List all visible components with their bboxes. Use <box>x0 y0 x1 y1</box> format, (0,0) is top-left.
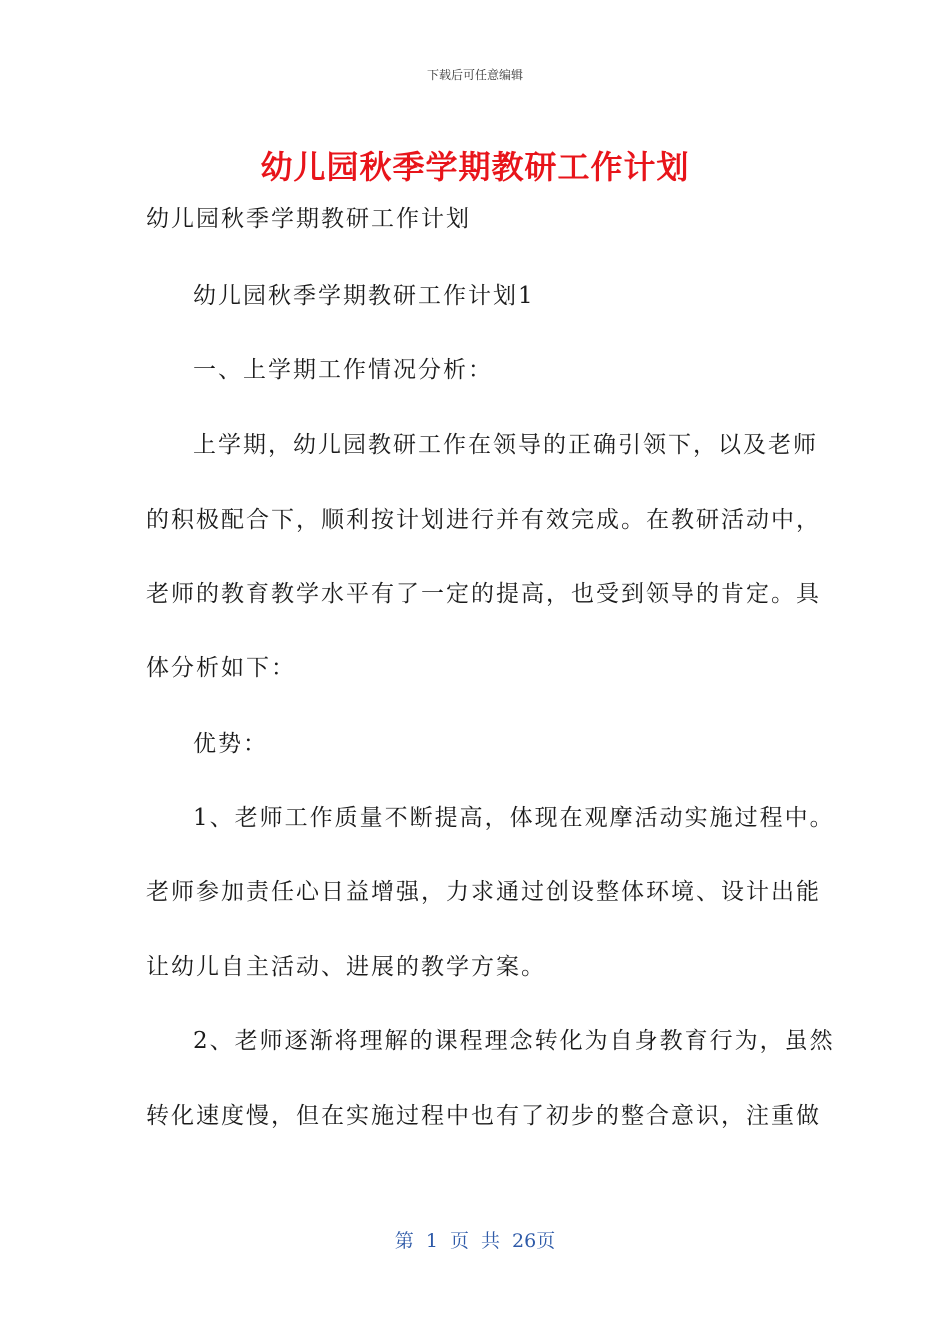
advantages-heading: 优势： <box>193 731 268 757</box>
paragraph-1-line-1: 上学期，幼儿园教研工作在领导的正确引领下，以及老师 <box>193 432 818 458</box>
heading-1: 一、上学期工作情况分析： <box>193 357 493 383</box>
paragraph-3-line-2: 转化速度慢，但在实施过程中也有了初步的整合意识，注重做 <box>146 1103 821 1129</box>
paragraph-2-line-2: 老师参加责任心日益增强，力求通过创设整体环境、设计出能 <box>146 879 821 905</box>
document-title: 幼儿园秋季学期教研工作计划 <box>260 148 690 186</box>
paragraph-1-line-2: 的积极配合下，顺利按计划进行并有效完成。在教研活动中， <box>146 507 821 533</box>
paragraph-2-line-3: 让幼儿自主活动、进展的教学方案。 <box>146 954 546 980</box>
document-subtitle: 幼儿园秋季学期教研工作计划 <box>146 206 471 232</box>
section-title: 幼儿园秋季学期教研工作计划1 <box>193 283 535 309</box>
page-footer: 第 1 页 共 26页 <box>394 1230 556 1252</box>
paragraph-2-line-1: 1、老师工作质量不断提高，体现在观摩活动实施过程中。 <box>193 805 835 831</box>
paragraph-1-line-4: 体分析如下： <box>146 655 296 681</box>
paragraph-1-line-3: 老师的教育教学水平有了一定的提高，也受到领导的肯定。具 <box>146 581 821 607</box>
header-note: 下载后可任意编辑 <box>426 68 523 82</box>
paragraph-3-line-1: 2、老师逐渐将理解的课程理念转化为自身教育行为，虽然 <box>193 1028 835 1054</box>
